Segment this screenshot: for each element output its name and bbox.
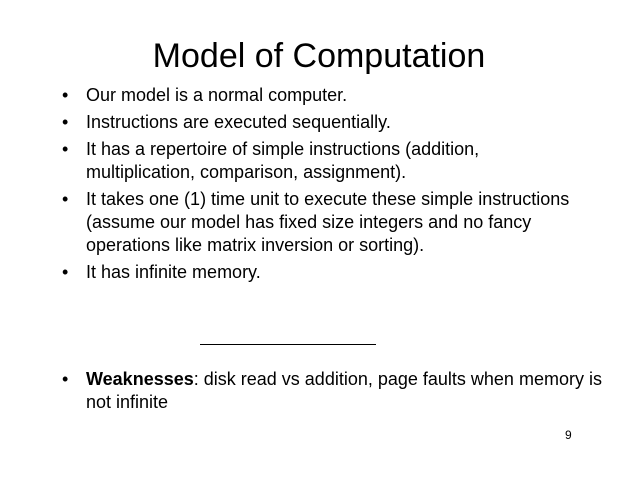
weakness-text: : disk read vs addition, page faults when memory is not infinite: [86, 369, 602, 412]
bullet-marker: •: [62, 369, 69, 389]
bullet-item: [62, 261, 582, 284]
bullet-item: [62, 188, 582, 257]
slide-title: Model of Computation: [152, 37, 486, 75]
bullet-text: It has infinite memory.: [86, 262, 261, 282]
separator-line: [200, 344, 376, 345]
bullet-item: [62, 138, 582, 184]
bullet-text: Instructions are executed sequentially.: [86, 112, 391, 132]
bullet-marker: •: [62, 112, 69, 132]
bullet-text: It has a repertoire of simple instructions (addition, multiplication, comparison, assignment).: [86, 139, 480, 182]
bullet-text: Our model is a normal computer.: [86, 85, 348, 105]
bullet-marker: •: [62, 139, 69, 159]
bullet-marker: •: [62, 189, 69, 209]
bullet-list: [62, 84, 582, 288]
bullet-item: [62, 111, 582, 134]
bullet-marker: •: [62, 262, 69, 282]
bullet-item: [62, 84, 582, 107]
weakness-label: Weaknesses: [86, 369, 194, 389]
page-number: 9: [565, 428, 572, 442]
bullet-text: It takes one (1) time unit to execute these simple instructions (assume our model has fixed size integers and no fancy operations like matrix inversion or sorting).: [86, 189, 570, 255]
weakness-bullet: [62, 368, 606, 414]
bullet-marker: •: [62, 85, 69, 105]
